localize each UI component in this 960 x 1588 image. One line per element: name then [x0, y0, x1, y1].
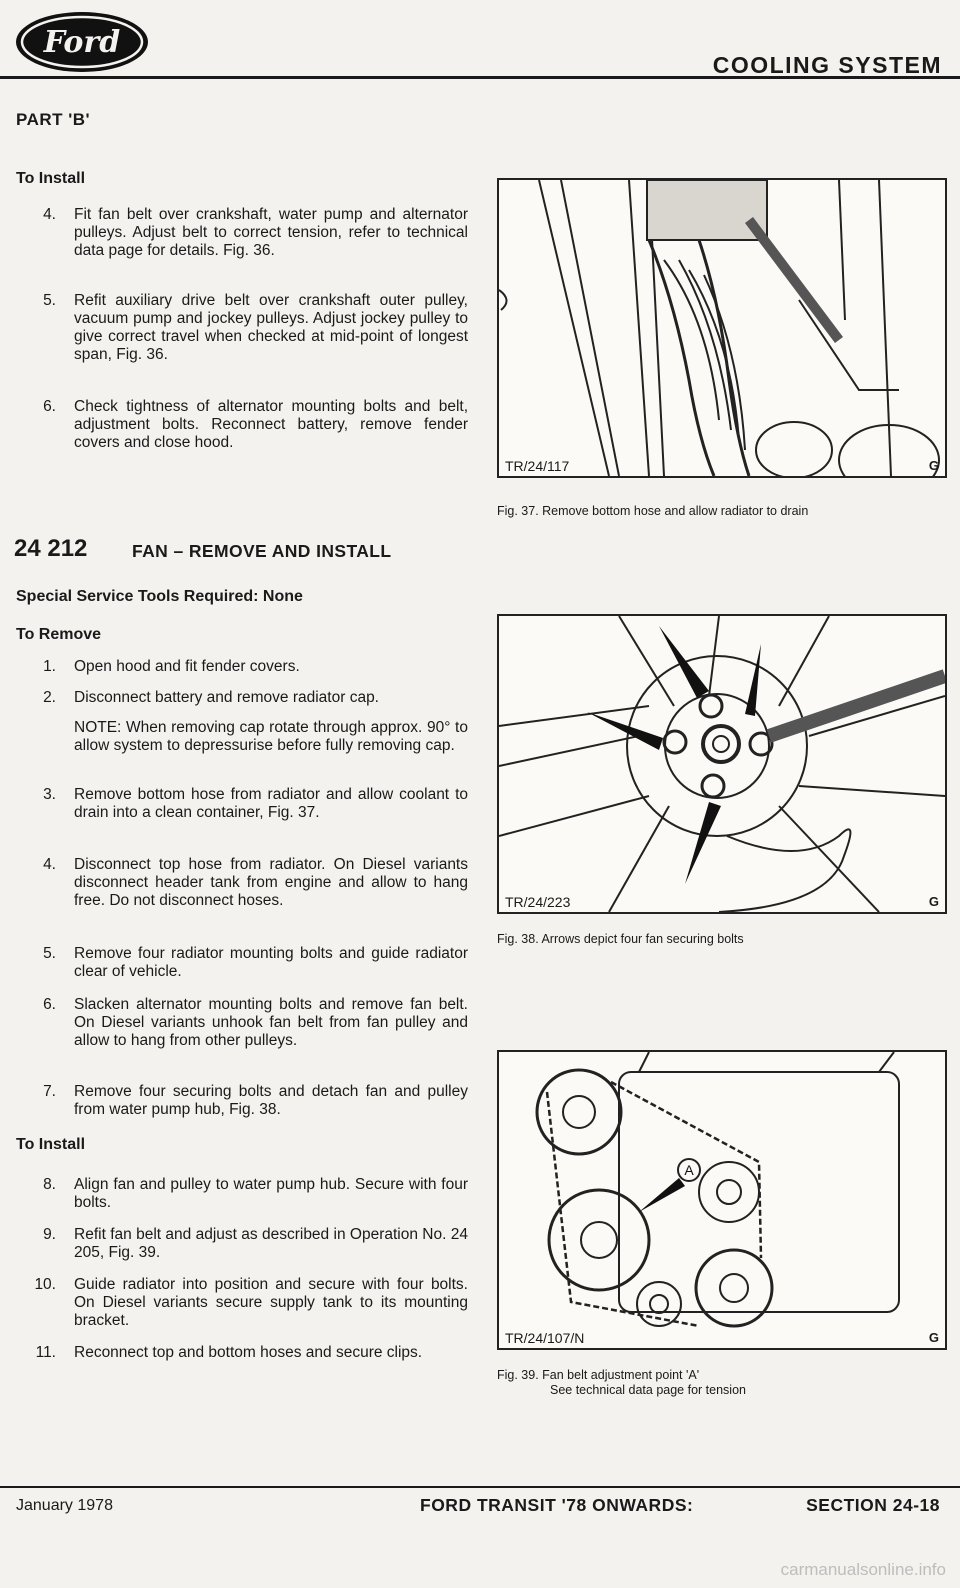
step-text: Fit fan belt over crankshaft, water pump and alternator pulleys. Adjust belt to correct tension, refer to technical data page for details. Fig. 36. — [74, 206, 468, 259]
section-number: SECTION 24-18 — [806, 1495, 940, 1515]
step-text: Slacken alternator mounting bolts and remove fan belt. On Diesel variants unhook fan belt from fan pulley and allow to hang from other pulleys. — [74, 996, 468, 1049]
step-1 — [16, 658, 468, 678]
step-text: Remove four radiator mounting bolts and guide radiator clear of vehicle. — [74, 945, 468, 980]
step-number: 7. — [43, 1083, 56, 1100]
step-text: Disconnect battery and remove radiator cap. — [74, 689, 379, 706]
figure-37-caption: Fig. 37. Remove bottom hose and allow radiator to drain — [497, 504, 809, 518]
part-label: PART 'B' — [16, 110, 91, 129]
figure-39-caption-line1: Fig. 39. Fan belt adjustment point 'A' — [497, 1368, 700, 1382]
figure-37-bottom-hose — [497, 178, 947, 478]
figure-reference-code: TR/24/107/N — [505, 1330, 585, 1346]
step-number: 6. — [43, 398, 56, 415]
step-number: 11. — [35, 1344, 56, 1361]
ford-logo — [14, 10, 150, 74]
operation-title: FAN – REMOVE AND INSTALL — [132, 541, 392, 561]
special-tools: Special Service Tools Required: None — [16, 588, 303, 605]
publication-title: FORD TRANSIT '78 ONWARDS: — [420, 1495, 694, 1515]
operation-number: 24 212 — [14, 535, 88, 562]
figure-38-fan-bolts — [497, 614, 947, 914]
step-6 — [16, 996, 468, 1070]
site-watermark: carmanualsonline.info — [780, 1560, 946, 1579]
step-number: 3. — [43, 786, 56, 803]
figure-mark: G — [928, 458, 939, 473]
step-text: Disconnect top hose from radiator. On Diesel variants disconnect header tank from engine and allow to hang free. Do not disconnect hoses. — [74, 856, 468, 909]
step-10 — [16, 1276, 468, 1332]
figure-reference-code: TR/24/223 — [505, 894, 571, 910]
header-divider — [0, 76, 960, 79]
figure-mark: G — [928, 894, 939, 909]
step-text: Align fan and pulley to water pump hub. Secure with four bolts. — [74, 1176, 468, 1211]
step-number: 6. — [43, 996, 56, 1013]
page-section-title: COOLING SYSTEM — [712, 52, 942, 78]
step-text: Refit fan belt and adjust as described in Operation No. 24 205, Fig. 39. — [74, 1226, 468, 1261]
figure-38-caption: Fig. 38. Arrows depict four fan securing bolts — [497, 932, 744, 946]
step-5 — [16, 945, 468, 983]
install-heading-a: To Install — [16, 170, 86, 187]
figure-reference-code: TR/24/117 — [505, 458, 570, 474]
svg-text:Ford: Ford — [43, 25, 121, 60]
step-11 — [16, 1344, 468, 1382]
step-7 — [16, 1083, 468, 1121]
step-text: Reconnect top and bottom hoses and secure clips. — [74, 1344, 423, 1361]
step-number: 1. — [43, 658, 56, 675]
step-8 — [16, 1176, 468, 1214]
publication-date: January 1978 — [16, 1497, 113, 1514]
step-number: 4. — [43, 206, 56, 223]
install-heading-b: To Install — [16, 1136, 86, 1153]
fan-illustration — [499, 616, 945, 912]
step-text: Open hood and fit fender covers. — [74, 658, 300, 675]
step-text: Refit auxiliary drive belt over crankshaft outer pulley, vacuum pump and jockey pulleys. Adjust jockey pulley to give correct travel when checked at mid-point of longest span, Fig. 36. — [74, 292, 468, 363]
step-number: 4. — [43, 856, 56, 873]
step-2 — [16, 689, 468, 709]
step-number: 9. — [43, 1226, 56, 1243]
step-9 — [16, 1226, 468, 1264]
footer-divider — [0, 1486, 960, 1488]
step-number: 10. — [34, 1276, 56, 1293]
step-number: 5. — [43, 945, 56, 962]
step-3 — [16, 786, 468, 842]
figure-39-caption-line2: See technical data page for tension — [550, 1383, 746, 1397]
step-text: Remove bottom hose from radiator and allow coolant to drain into a clean container, Fig. 37. — [74, 786, 468, 821]
figure-39-fan-belt — [497, 1050, 947, 1350]
figure-mark: G — [928, 1330, 939, 1345]
step-text: Check tightness of alternator mounting bolts and belt, adjustment bolts. Reconnect battery, remove fender covers and close hood. — [74, 398, 468, 451]
remove-heading: To Remove — [16, 626, 102, 643]
step-number: 8. — [43, 1176, 56, 1193]
step-5-a — [16, 292, 468, 384]
note-depressurise: NOTE: When removing cap rotate through approx. 90° to allow system to depressurise before fully removing cap. — [74, 719, 468, 754]
step-4 — [16, 856, 468, 930]
step-text: Guide radiator into position and secure with four bolts. On Diesel variants secure supply tank to its mounting bracket. — [74, 1276, 468, 1329]
step-text: Remove four securing bolts and detach fan and pulley from water pump hub, Fig. 38. — [74, 1083, 468, 1118]
step-4-a — [16, 206, 468, 280]
engine-illustration — [499, 1052, 945, 1348]
step-number: 5. — [43, 292, 56, 309]
hose-illustration — [499, 180, 945, 476]
step-number: 2. — [43, 689, 56, 706]
adjustment-point-label: A — [684, 1162, 694, 1178]
step-6-a — [16, 398, 468, 472]
